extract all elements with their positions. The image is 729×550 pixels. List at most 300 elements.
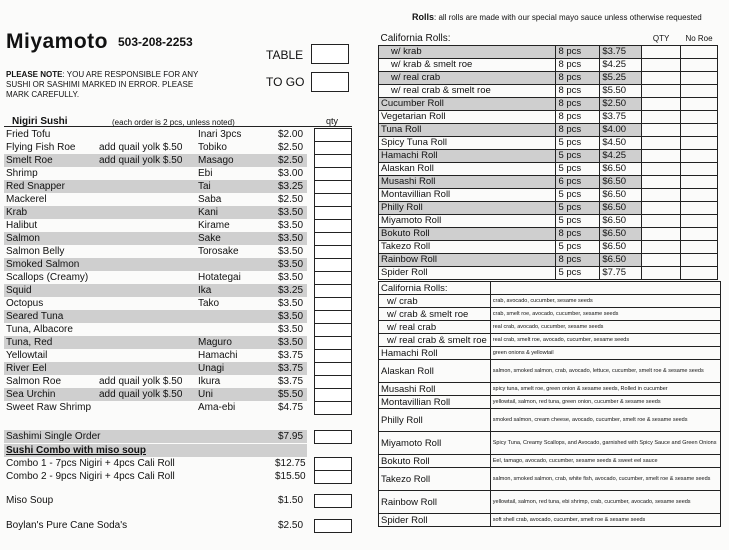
- roll-row: [379, 241, 718, 254]
- roll-price: $6.50: [600, 254, 642, 267]
- nigiri-item-name: Sea Urchin: [6, 389, 56, 400]
- nigiri-qty-box[interactable]: [314, 388, 352, 401]
- nigiri-item-name: Tuna, Albacore: [6, 324, 73, 335]
- nigiri-row: [4, 401, 352, 414]
- roll-pieces: 5 pcs: [556, 189, 600, 202]
- roll-pieces: 5 pcs: [556, 163, 600, 176]
- roll-pieces: 8 pcs: [556, 228, 600, 241]
- nigiri-item-japanese: Ama-ebi: [198, 402, 236, 413]
- rolls-table: [378, 33, 718, 280]
- roll-name: Bokuto Roll: [379, 228, 556, 241]
- nigiri-item-name: Salmon Roe: [6, 376, 62, 387]
- roll-row: [379, 163, 718, 176]
- nigiri-item-name: Yellowtail: [6, 350, 48, 361]
- roll-pieces: 6 pcs: [556, 176, 600, 189]
- roll-price: $6.50: [600, 189, 642, 202]
- note-text: : YOU ARE RESPONSIBLE FOR ANY SUSHI OR SASHIMI MARKED IN ERROR. PLEASE MARK CAREFULLY.: [6, 70, 199, 99]
- roll-description-row: [379, 295, 721, 308]
- roll-name: Cucumber Roll: [379, 98, 556, 111]
- nigiri-item-japanese: Kani: [198, 207, 219, 218]
- nigiri-qty-box[interactable]: [314, 180, 352, 193]
- roll-description-text: real crab, smelt roe, avocado, cucumber, sesame seeds: [490, 334, 720, 347]
- roll-description-row: [379, 491, 721, 514]
- nigiri-row: [4, 154, 352, 167]
- nigiri-item-price: $3.50: [278, 298, 304, 309]
- roll-pieces: 8 pcs: [556, 72, 600, 85]
- table-label: TABLE: [266, 48, 304, 62]
- nigiri-item-price: $3.75: [278, 376, 304, 387]
- nigiri-item-extra: add quail yolk $.50: [99, 389, 183, 400]
- nigiri-item-name: Red Snapper: [6, 181, 65, 192]
- nigiri-qty-box[interactable]: [314, 271, 352, 284]
- roll-description-row: [379, 409, 721, 432]
- roll-description-name: w/ crab & smelt roe: [379, 308, 491, 321]
- roll-price: $4.00: [600, 124, 642, 137]
- roll-name: Tuna Roll: [379, 124, 556, 137]
- roll-name: Rainbow Roll: [379, 254, 556, 267]
- nigiri-item-japanese: Tobiko: [198, 142, 227, 153]
- combo-2-name: Combo 2 - 9pcs Nigiri + 4pcs Cali Roll: [6, 471, 175, 482]
- roll-pieces: 5 pcs: [556, 241, 600, 254]
- nigiri-note: (each order is 2 pcs, unless noted): [112, 118, 235, 127]
- roll-qty-box[interactable]: [642, 228, 681, 241]
- nigiri-qty-box[interactable]: [314, 284, 352, 297]
- nigiri-qty-box[interactable]: [314, 258, 352, 271]
- roll-description-text: real crab, avocado, cucumber, sesame seeds: [490, 321, 720, 334]
- soda-row: [4, 519, 352, 532]
- roll-description-name: Philly Roll: [379, 409, 491, 432]
- nigiri-item-japanese: Saba: [198, 194, 222, 205]
- nigiri-item-price: $3.25: [278, 285, 304, 296]
- roll-qty-box[interactable]: [642, 176, 681, 189]
- nigiri-item-name: Octopus: [6, 298, 44, 309]
- roll-name: w/ krab: [379, 46, 556, 59]
- roll-name: Hamachi Roll: [379, 150, 556, 163]
- nigiri-item-japanese: Hotategai: [198, 272, 241, 283]
- nigiri-qty-box[interactable]: [314, 349, 352, 362]
- nigiri-item-name: Smoked Salmon: [6, 259, 80, 270]
- roll-name: Vegetarian Roll: [379, 111, 556, 124]
- roll-price: $2.50: [600, 98, 642, 111]
- roll-description-text: Eel, tamago, avocado, cucumber, sesame seeds & sweet eel sauce: [490, 455, 720, 468]
- roll-noroe-box[interactable]: [681, 215, 718, 228]
- roll-name: Montavillian Roll: [379, 189, 556, 202]
- roll-description-row: [379, 514, 721, 527]
- miso-row: [4, 494, 352, 507]
- nigiri-row: [4, 297, 352, 310]
- roll-pieces: 8 pcs: [556, 85, 600, 98]
- desc-header-blank: [490, 282, 720, 295]
- nigiri-divider: [4, 126, 352, 127]
- roll-noroe-box[interactable]: [681, 46, 718, 59]
- nigiri-row: [4, 323, 352, 336]
- combo-2-price: $15.50: [275, 471, 306, 482]
- desc-header-name: California Rolls:: [379, 282, 491, 295]
- roll-row: [379, 176, 718, 189]
- roll-description-name: Alaskan Roll: [379, 360, 491, 383]
- nigiri-item-japanese: Sake: [198, 233, 221, 244]
- nigiri-item-price: $2.50: [278, 142, 304, 153]
- nigiri-item-japanese: Uni: [198, 389, 214, 400]
- roll-price: $6.50: [600, 202, 642, 215]
- nigiri-row: [4, 180, 352, 193]
- roll-name: Spicy Tuna Roll: [379, 137, 556, 150]
- nigiri-item-name: Scallops (Creamy): [6, 272, 89, 283]
- nigiri-row: [4, 284, 352, 297]
- combo-1-price: $12.75: [275, 458, 306, 469]
- nigiri-item-japanese: Inari 3pcs: [198, 129, 242, 140]
- roll-qty-box[interactable]: [642, 111, 681, 124]
- roll-qty-box[interactable]: [642, 254, 681, 267]
- nigiri-item-name: Sweet Raw Shrimp: [6, 402, 92, 413]
- combo-title: Sushi Combo with miso soup: [6, 445, 146, 456]
- nigiri-row: [4, 362, 352, 375]
- roll-description-name: Rainbow Roll: [379, 491, 491, 514]
- miso-qty-box[interactable]: [314, 494, 352, 508]
- roll-noroe-box[interactable]: [681, 98, 718, 111]
- nigiri-item-name: Salmon: [6, 233, 40, 244]
- nigiri-item-name: Shrimp: [6, 168, 38, 179]
- soda-qty-box[interactable]: [314, 519, 352, 533]
- nigiri-item-name: Halibut: [6, 220, 38, 231]
- note-bold: PLEASE NOTE: [6, 70, 63, 79]
- nigiri-item-price: $2.00: [278, 129, 304, 140]
- togo-checkbox[interactable]: [311, 72, 349, 92]
- nigiri-item-name: Tuna, Red: [6, 337, 53, 348]
- nigiri-qty-box[interactable]: [314, 167, 352, 180]
- nigiri-item-japanese: Tai: [198, 181, 211, 192]
- roll-price: $6.50: [600, 228, 642, 241]
- nigiri-row: [4, 245, 352, 258]
- roll-noroe-box[interactable]: [681, 267, 718, 280]
- roll-row: [379, 124, 718, 137]
- roll-noroe-box[interactable]: [681, 228, 718, 241]
- nigiri-item-price: $3.50: [278, 311, 304, 322]
- nigiri-item-price: $3.50: [278, 233, 304, 244]
- roll-noroe-box[interactable]: [681, 202, 718, 215]
- roll-row: [379, 72, 718, 85]
- roll-description-text: salmon, smoked salmon, crab, white fish, avocado, cucumber, smelt roe & sesame seeds: [490, 468, 720, 491]
- roll-row: [379, 267, 718, 280]
- roll-row: [379, 98, 718, 111]
- roll-pieces: 8 pcs: [556, 98, 600, 111]
- roll-description-name: Takezo Roll: [379, 468, 491, 491]
- roll-name: Alaskan Roll: [379, 163, 556, 176]
- roll-price: $6.50: [600, 163, 642, 176]
- nigiri-item-name: Seared Tuna: [6, 311, 64, 322]
- roll-row: [379, 150, 718, 163]
- roll-noroe-box[interactable]: [681, 85, 718, 98]
- nigiri-row: [4, 271, 352, 284]
- nigiri-item-japanese: Torosake: [198, 246, 239, 257]
- nigiri-item-name: Smelt Roe: [6, 155, 53, 166]
- roll-noroe-box[interactable]: [681, 163, 718, 176]
- roll-description-text: soft shell crab, avocado, cucumber, smelt roe & sesame seeds: [490, 514, 720, 527]
- roll-qty-box[interactable]: [642, 189, 681, 202]
- roll-description-row: [379, 308, 721, 321]
- nigiri-row-shade: [4, 206, 307, 219]
- roll-row: [379, 254, 718, 267]
- nigiri-item-price: $3.50: [278, 207, 304, 218]
- nigiri-item-price: $3.75: [278, 350, 304, 361]
- roll-pieces: 5 pcs: [556, 137, 600, 150]
- nigiri-item-japanese: Maguro: [198, 337, 232, 348]
- roll-description-text: yellowtail, salmon, red tuna, ebi shrimp, crab, cucumber, avocado, sesame seeds: [490, 491, 720, 514]
- roll-description-name: Spider Roll: [379, 514, 491, 527]
- roll-noroe-box[interactable]: [681, 137, 718, 150]
- nigiri-qty-box[interactable]: [314, 141, 352, 154]
- nigiri-row: [4, 141, 352, 154]
- roll-price: $6.50: [600, 241, 642, 254]
- roll-qty-box[interactable]: [642, 124, 681, 137]
- roll-description-row: [379, 396, 721, 409]
- roll-description-row: [379, 334, 721, 347]
- nigiri-row: [4, 349, 352, 362]
- roll-noroe-box[interactable]: [681, 150, 718, 163]
- roll-description-row: [379, 455, 721, 468]
- roll-row: [379, 46, 718, 59]
- roll-noroe-box[interactable]: [681, 241, 718, 254]
- roll-noroe-box[interactable]: [681, 59, 718, 72]
- roll-name: Takezo Roll: [379, 241, 556, 254]
- roll-qty-box[interactable]: [642, 202, 681, 215]
- roll-pieces: 5 pcs: [556, 215, 600, 228]
- nigiri-item-name: Mackerel: [6, 194, 47, 205]
- roll-qty-box[interactable]: [642, 85, 681, 98]
- rolls-header-qty: QTY: [652, 34, 670, 43]
- desc-body: [379, 295, 721, 527]
- roll-price: $3.75: [600, 111, 642, 124]
- roll-qty-box[interactable]: [642, 46, 681, 59]
- desc-header-row: [379, 282, 721, 295]
- roll-description-name: w/ real crab: [379, 321, 491, 334]
- roll-description-row: [379, 468, 721, 491]
- nigiri-qty-box[interactable]: [314, 310, 352, 323]
- nigiri-item-price: $3.50: [278, 324, 304, 335]
- roll-description-text: spicy tuna, smelt roe, green onion & sesame seeds, Rolled in cucumber: [490, 383, 720, 396]
- roll-description-name: Hamachi Roll: [379, 347, 491, 360]
- combo-1-qty-box[interactable]: [314, 457, 352, 471]
- nigiri-row: [4, 128, 352, 141]
- nigiri-qty-box[interactable]: [314, 128, 352, 141]
- nigiri-row: [4, 388, 352, 401]
- nigiri-row: [4, 336, 352, 349]
- rolls-body: [379, 46, 718, 280]
- table-checkbox[interactable]: [311, 44, 349, 64]
- nigiri-item-extra: add quail yolk $.50: [99, 142, 183, 153]
- nigiri-item-japanese: Ika: [198, 285, 212, 296]
- roll-row: [379, 202, 718, 215]
- nigiri-row: [4, 375, 352, 388]
- nigiri-item-japanese: Kirame: [198, 220, 230, 231]
- nigiri-item-price: $3.50: [278, 246, 304, 257]
- combo-1-name: Combo 1 - 7pcs Nigiri + 4pcs Cali Roll: [6, 458, 175, 469]
- nigiri-qty-box[interactable]: [314, 362, 352, 375]
- roll-description-name: Bokuto Roll: [379, 455, 491, 468]
- nigiri-qty-box[interactable]: [314, 401, 352, 415]
- nigiri-row-shade: [4, 362, 307, 375]
- roll-pieces: 8 pcs: [556, 46, 600, 59]
- roll-description-row: [379, 360, 721, 383]
- roll-qty-box[interactable]: [642, 72, 681, 85]
- nigiri-item-name: Squid: [6, 285, 32, 296]
- roll-row: [379, 59, 718, 72]
- roll-name: w/ krab & smelt roe: [379, 59, 556, 72]
- roll-noroe-box[interactable]: [681, 189, 718, 202]
- roll-description-name: Miyamoto Roll: [379, 432, 491, 455]
- nigiri-qty-box[interactable]: [314, 245, 352, 258]
- nigiri-item-price: $3.50: [278, 337, 304, 348]
- nigiri-qty-box[interactable]: [314, 375, 352, 388]
- combo-row-1: [4, 457, 352, 470]
- roll-description-name: Musashi Roll: [379, 383, 491, 396]
- nigiri-item-name: Salmon Belly: [6, 246, 65, 257]
- nigiri-item-price: $3.75: [278, 363, 304, 374]
- nigiri-row: [4, 219, 352, 232]
- roll-description-name: Montavillian Roll: [379, 396, 491, 409]
- nigiri-row-shade: [4, 284, 307, 297]
- roll-noroe-box[interactable]: [681, 124, 718, 137]
- nigiri-item-price: $3.50: [278, 259, 304, 270]
- roll-price: $4.50: [600, 137, 642, 150]
- nigiri-qty-box[interactable]: [314, 219, 352, 232]
- restaurant-title: Miyamoto: [6, 30, 109, 53]
- roll-qty-box[interactable]: [642, 215, 681, 228]
- nigiri-qty-box[interactable]: [314, 154, 352, 167]
- nigiri-qty-box[interactable]: [314, 323, 352, 336]
- rolls-header-name: California Rolls:: [380, 33, 451, 44]
- nigiri-item-extra: add quail yolk $.50: [99, 155, 183, 166]
- rolls-header-blank-2: [600, 33, 642, 46]
- rolls-title-bold: Rolls: [412, 12, 435, 22]
- rolls-section: [378, 33, 721, 527]
- roll-row: [379, 189, 718, 202]
- roll-name: Philly Roll: [379, 202, 556, 215]
- roll-price: $5.50: [600, 85, 642, 98]
- roll-description-text: salmon, smoked salmon, crab, avocado, lettuce, cucumber, smelt roe & sesame seeds: [490, 360, 720, 383]
- roll-price: $6.50: [600, 215, 642, 228]
- roll-description-row: [379, 347, 721, 360]
- roll-qty-box[interactable]: [642, 137, 681, 150]
- roll-price: $7.75: [600, 267, 642, 280]
- roll-price: $3.75: [600, 46, 642, 59]
- roll-row: [379, 111, 718, 124]
- order-note: [6, 70, 206, 100]
- nigiri-row: [4, 258, 352, 271]
- rolls-title: [412, 12, 702, 22]
- nigiri-row: [4, 167, 352, 180]
- combo-row-2: [4, 470, 352, 483]
- roll-description-text: smoked salmon, cream cheese, avocado, cucumber, smelt roe & sesame seeds: [490, 409, 720, 432]
- roll-price: $5.25: [600, 72, 642, 85]
- roll-noroe-box[interactable]: [681, 176, 718, 189]
- nigiri-item-name: Krab: [6, 207, 28, 218]
- roll-noroe-box[interactable]: [681, 111, 718, 124]
- miso-name: Miso Soup: [6, 495, 54, 506]
- nigiri-item-japanese: Ikura: [198, 376, 221, 387]
- roll-qty-box[interactable]: [642, 267, 681, 280]
- nigiri-item-name: Fried Tofu: [6, 129, 51, 140]
- roll-description-row: [379, 383, 721, 396]
- roll-qty-box[interactable]: [642, 150, 681, 163]
- roll-name: w/ real crab: [379, 72, 556, 85]
- phone-number: 503-208-2253: [118, 35, 193, 49]
- nigiri-row: [4, 232, 352, 245]
- nigiri-title: Nigiri Sushi: [12, 116, 68, 127]
- roll-description-row: [379, 321, 721, 334]
- nigiri-item-name: Flying Fish Roe: [6, 142, 76, 153]
- roll-pieces: 5 pcs: [556, 150, 600, 163]
- nigiri-item-price: $3.00: [278, 168, 304, 179]
- combo-2-qty-box[interactable]: [314, 470, 352, 484]
- roll-pieces: 5 pcs: [556, 267, 600, 280]
- roll-row: [379, 137, 718, 150]
- roll-description-row: [379, 432, 721, 455]
- roll-description-name: w/ crab: [379, 295, 491, 308]
- rolls-subtitle: : all rolls are made with our special mayo sauce unless otherwise requested: [434, 13, 702, 22]
- nigiri-qty-box[interactable]: [314, 297, 352, 310]
- roll-pieces: 5 pcs: [556, 202, 600, 215]
- roll-qty-box[interactable]: [642, 241, 681, 254]
- rolls-header-row: [379, 33, 718, 46]
- roll-qty-box[interactable]: [642, 98, 681, 111]
- roll-row: [379, 215, 718, 228]
- nigiri-row: [4, 310, 352, 323]
- nigiri-qty-box[interactable]: [314, 193, 352, 206]
- roll-pieces: 8 pcs: [556, 254, 600, 267]
- nigiri-item-price: $3.50: [278, 220, 304, 231]
- roll-pieces: 8 pcs: [556, 111, 600, 124]
- roll-price: $4.25: [600, 59, 642, 72]
- nigiri-item-japanese: Tako: [198, 298, 220, 309]
- nigiri-item-japanese: Hamachi: [198, 350, 238, 361]
- nigiri-row-shade: [4, 232, 307, 245]
- nigiri-item-japanese: Ebi: [198, 168, 213, 179]
- rolls-header-noroe: No Roe: [685, 34, 713, 43]
- roll-noroe-box[interactable]: [681, 254, 718, 267]
- nigiri-item-name: River Eel: [6, 363, 47, 374]
- roll-name: Miyamoto Roll: [379, 215, 556, 228]
- roll-qty-box[interactable]: [642, 59, 681, 72]
- nigiri-qty-box[interactable]: [314, 206, 352, 219]
- nigiri-item-price: $3.50: [278, 272, 304, 283]
- roll-price: $4.25: [600, 150, 642, 163]
- roll-noroe-box[interactable]: [681, 72, 718, 85]
- togo-label: TO GO: [266, 75, 305, 89]
- sashimi-price: $7.95: [278, 431, 304, 442]
- roll-qty-box[interactable]: [642, 163, 681, 176]
- sashimi-name: Sashimi Single Order: [6, 431, 101, 442]
- roll-description-text: yellowtail, salmon, red tuna, green onion, cucumber & sesame seeds: [490, 396, 720, 409]
- roll-price: $6.50: [600, 176, 642, 189]
- roll-description-text: Spicy Tuna, Creamy Scallops, and Avocado, garnished with Spicy Sauce and Green Onions: [490, 432, 720, 455]
- sashimi-qty-box[interactable]: [314, 430, 352, 444]
- nigiri-qty-box[interactable]: [314, 232, 352, 245]
- roll-description-text: crab, avocado, cucumber, sesame seeds: [490, 295, 720, 308]
- nigiri-item-price: $5.50: [278, 389, 304, 400]
- roll-descriptions-table: [378, 281, 721, 527]
- nigiri-item-extra: add quail yolk $.50: [99, 376, 183, 387]
- nigiri-item-price: $3.25: [278, 181, 304, 192]
- soda-price: $2.50: [278, 520, 304, 531]
- miso-price: $1.50: [278, 495, 304, 506]
- nigiri-qty-box[interactable]: [314, 336, 352, 349]
- roll-row: [379, 228, 718, 241]
- roll-description-text: green onions & yellowtail: [490, 347, 720, 360]
- roll-name: Spider Roll: [379, 267, 556, 280]
- nigiri-row: [4, 206, 352, 219]
- nigiri-item-japanese: Unagi: [198, 363, 225, 374]
